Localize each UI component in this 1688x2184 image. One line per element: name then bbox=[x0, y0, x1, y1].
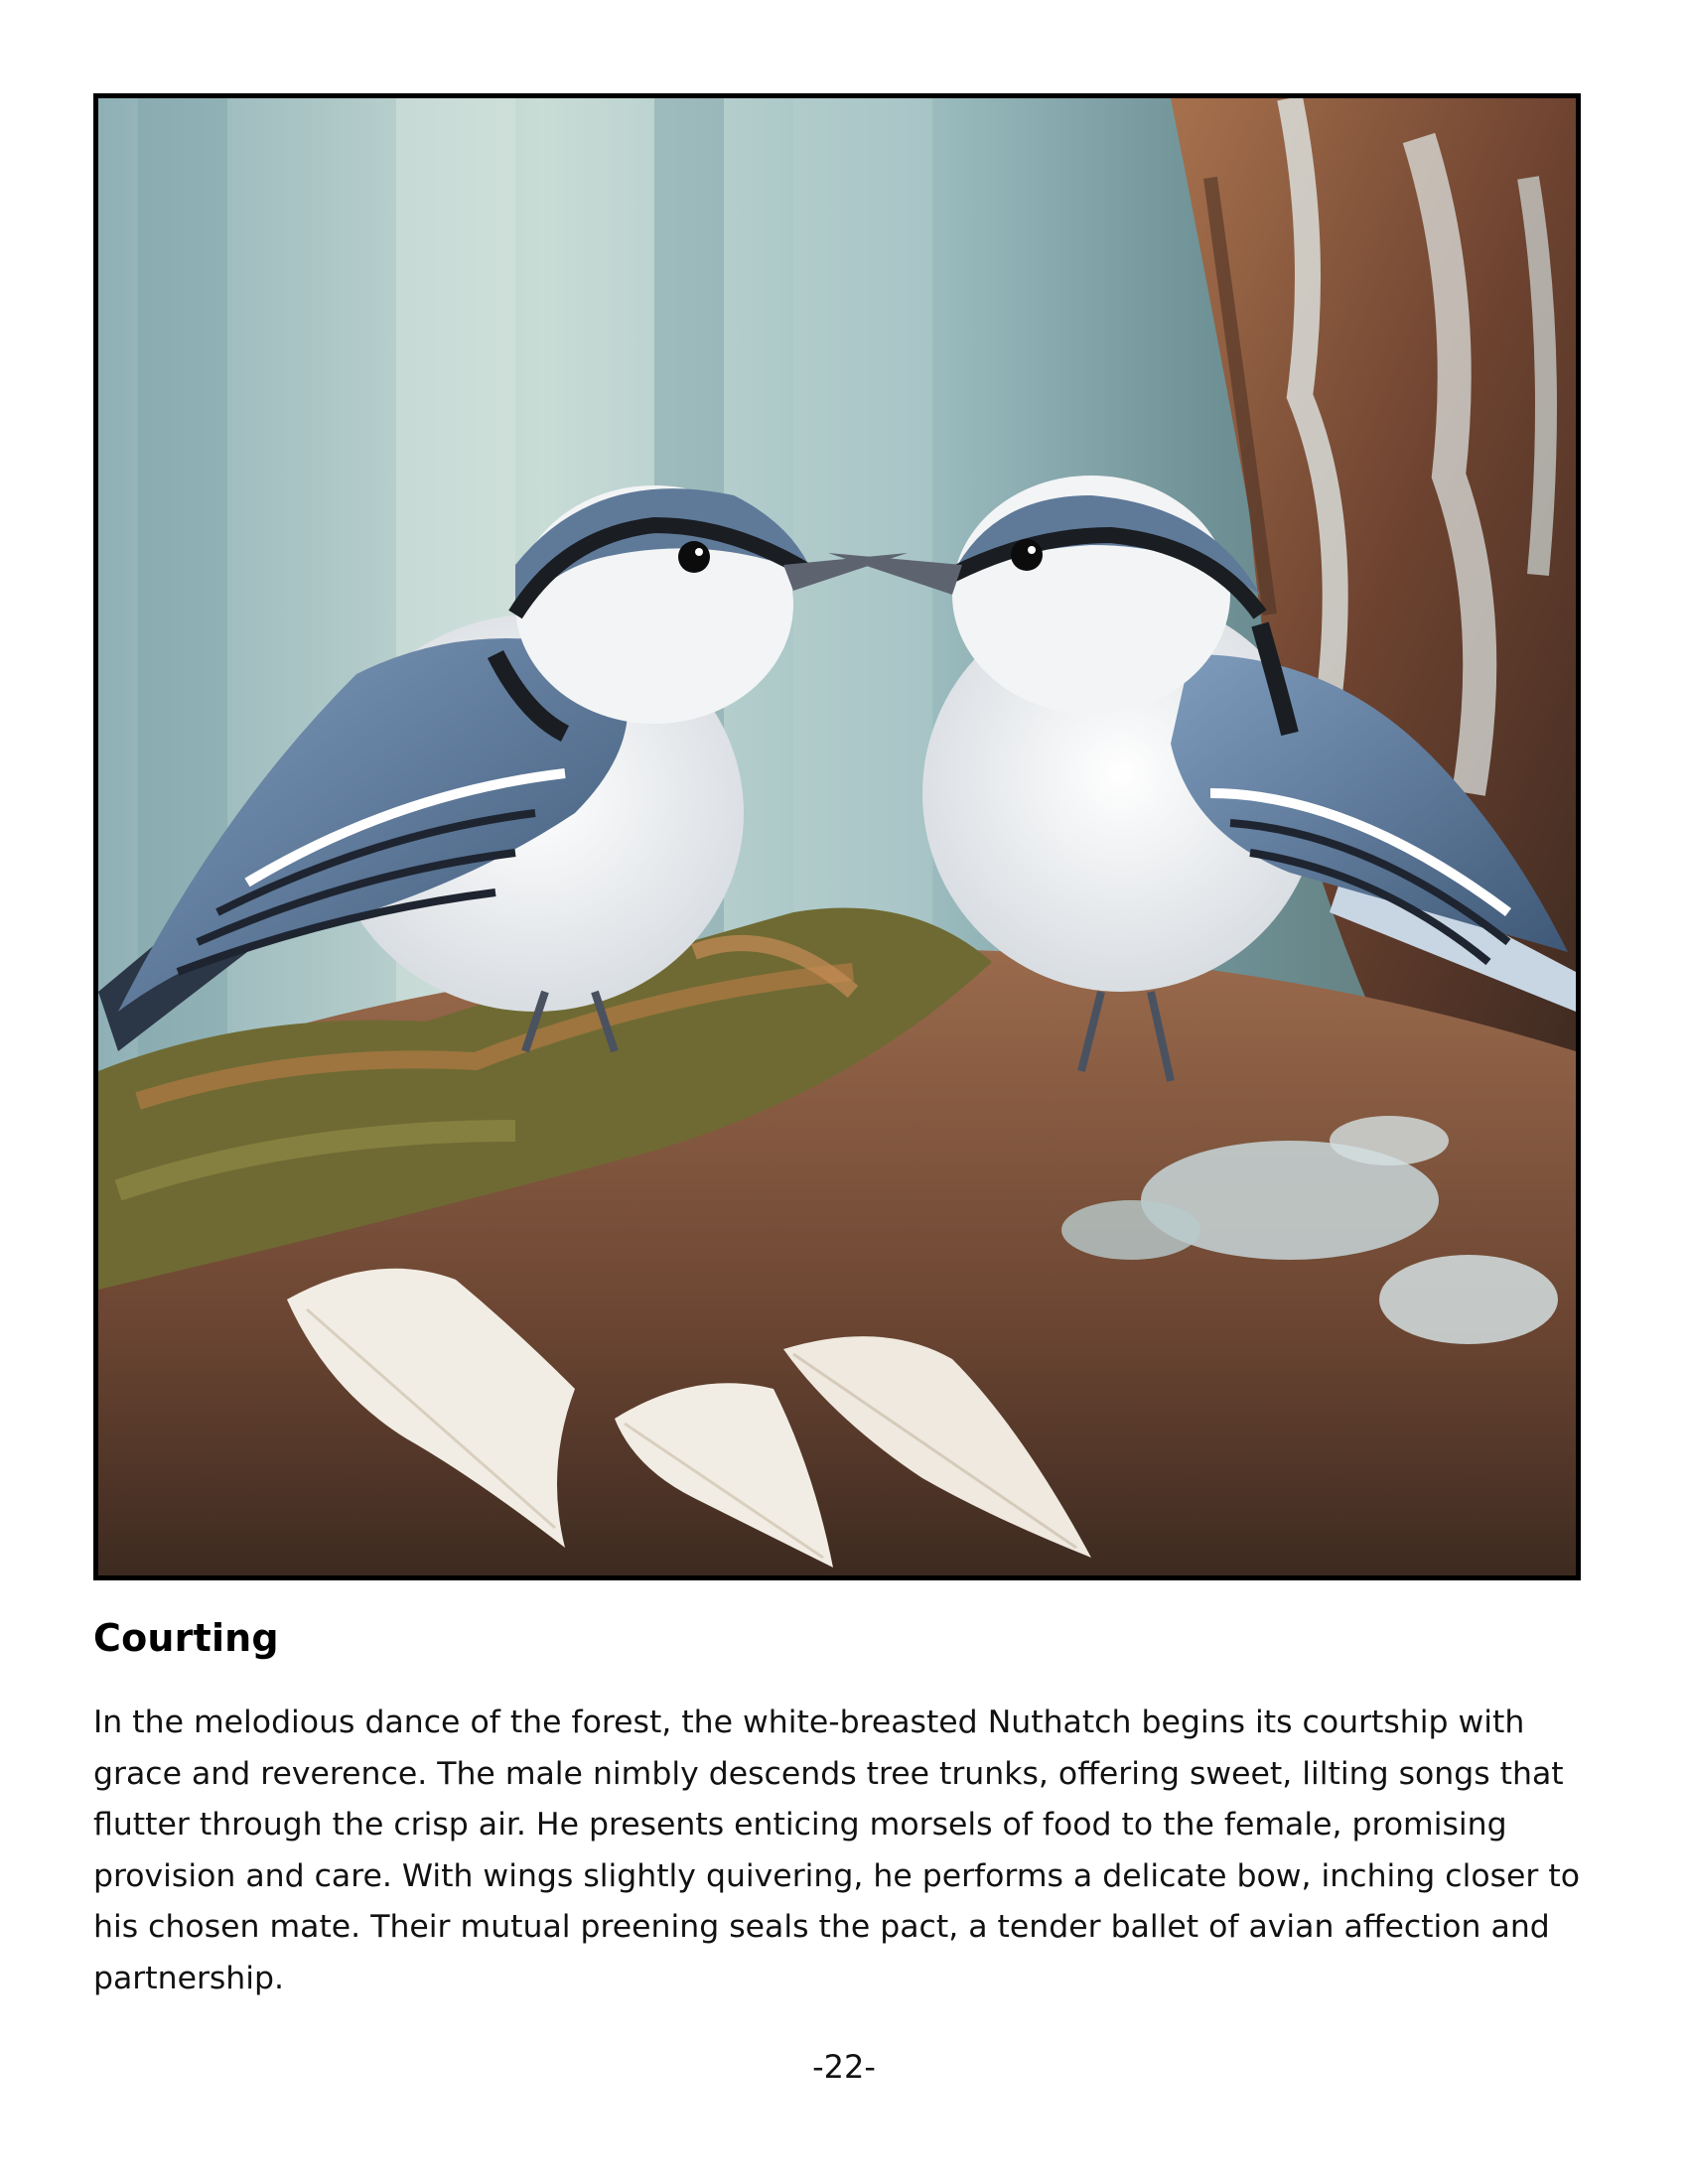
page-number: -22- bbox=[812, 2048, 876, 2086]
section-body-text: In the melodious dance of the forest, the white-breasted Nuthatch begins its courtship with grace and reverence. The male nimbly descends tree trunks, offering sweet, lilting songs that flutter through the crisp air. He presents enticing morsels of food to the female, promising provision and care. With wings slightly quivering, he performs a delicate bow, inching closer to his chosen mate. Their mutual preening seals the pact, a tender ballet of avian affection and partnership. bbox=[93, 1705, 1580, 1996]
illustration-nuthatch-pair bbox=[93, 93, 1581, 1580]
section-heading: Courting bbox=[93, 1616, 279, 1660]
nuthatch-photo bbox=[98, 98, 1576, 1575]
